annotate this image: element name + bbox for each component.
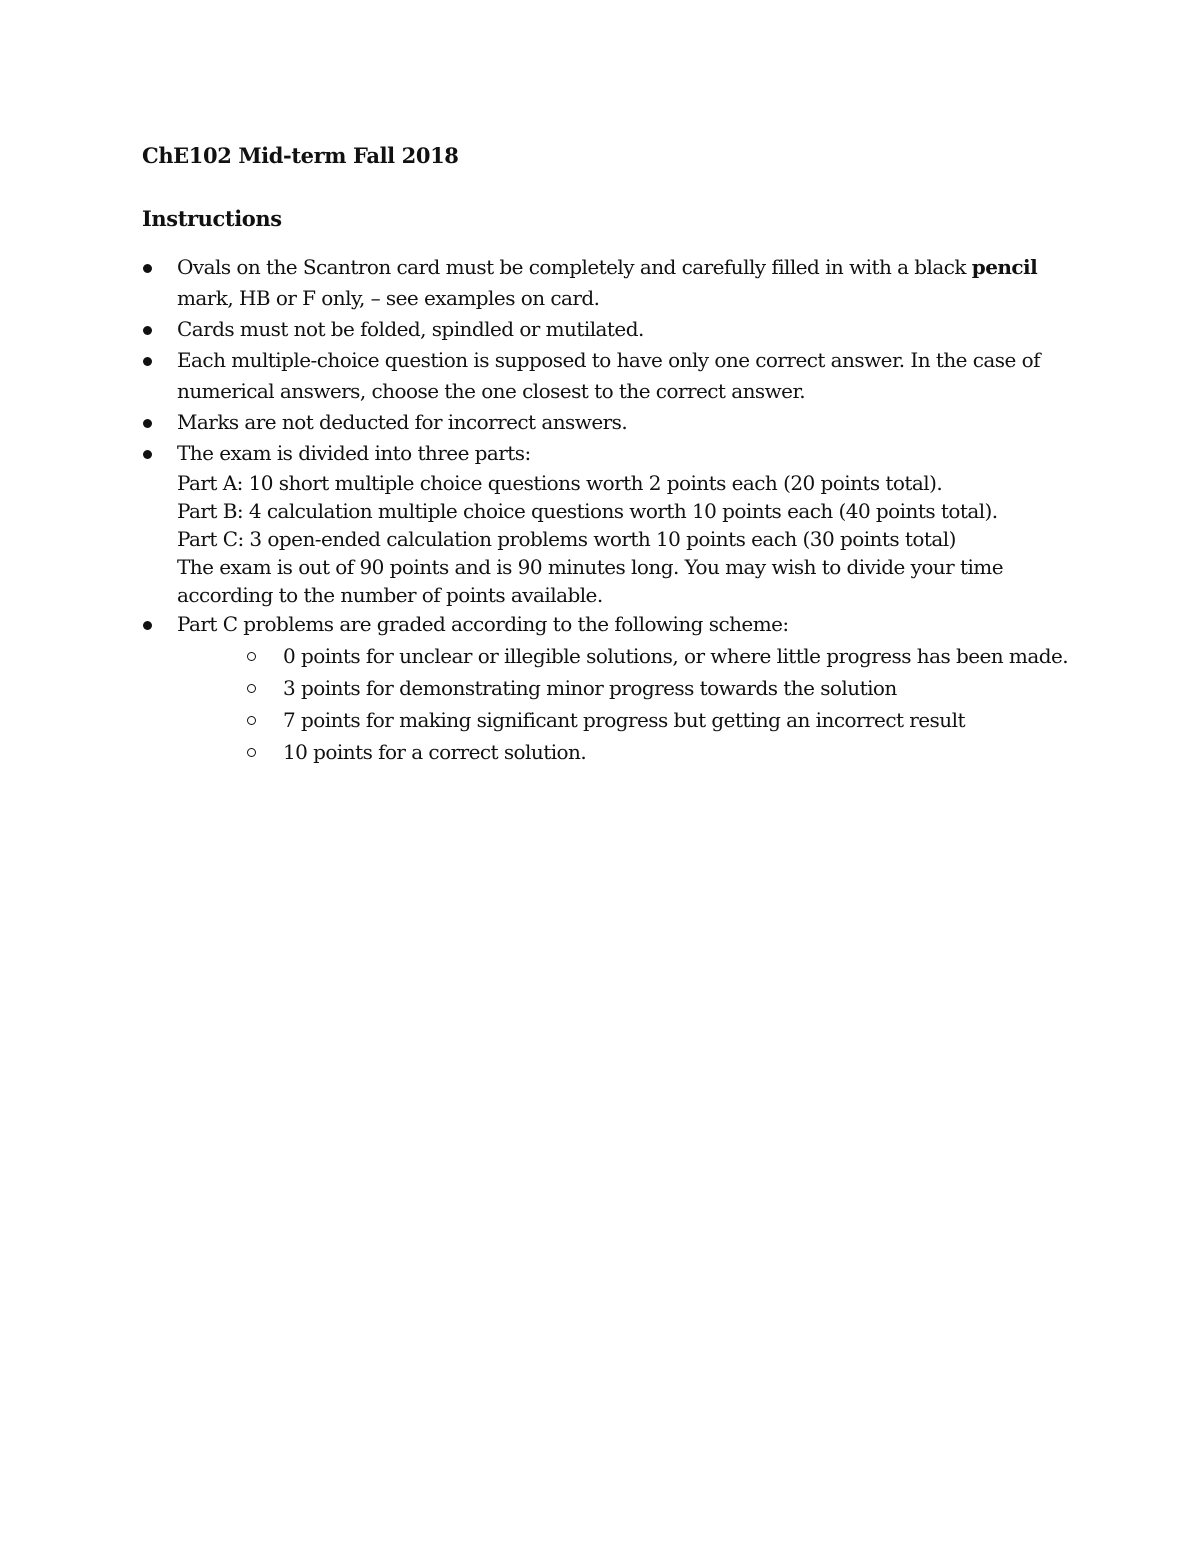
part-b-text: Part B: 4 calculation multiple choice questions worth 10 points each (40 points total). bbox=[177, 499, 998, 523]
hollow-bullet-icon bbox=[247, 748, 256, 757]
hollow-bullet-icon bbox=[247, 684, 256, 693]
instruction-emphasis: pencil bbox=[971, 255, 1038, 279]
instruction-text: Ovals on the Scantron card must be completely and carefully filled in with a black bbox=[177, 255, 972, 279]
scheme-text: 0 points for unclear or illegible solutions, or where little progress has been made. bbox=[283, 644, 1069, 668]
hollow-bullet-icon bbox=[247, 716, 256, 725]
bullet-icon bbox=[143, 357, 152, 366]
bullet-icon bbox=[143, 419, 152, 428]
list-item bbox=[142, 609, 1072, 768]
scheme-text: 10 points for a correct solution. bbox=[283, 740, 587, 764]
scheme-item bbox=[177, 736, 1072, 768]
bullet-icon bbox=[143, 264, 152, 273]
bullet-icon bbox=[143, 450, 152, 459]
hollow-bullet-icon bbox=[247, 652, 256, 661]
list-item bbox=[142, 407, 1072, 438]
instruction-text: The exam is divided into three parts: bbox=[177, 441, 531, 465]
bullet-icon bbox=[143, 621, 152, 630]
grading-scheme-list bbox=[177, 640, 1072, 768]
instruction-text: Part C problems are graded according to the following scheme: bbox=[177, 612, 789, 636]
instruction-text: Cards must not be folded, spindled or mutilated. bbox=[177, 317, 644, 341]
instructions-list bbox=[142, 252, 1072, 768]
scheme-text: 3 points for demonstrating minor progress towards the solution bbox=[283, 676, 897, 700]
instructions-heading: Instructions bbox=[142, 206, 282, 231]
list-item bbox=[142, 314, 1072, 345]
list-item bbox=[142, 252, 1072, 314]
list-item bbox=[142, 438, 1072, 609]
instruction-text: mark, HB or F only, – see examples on card. bbox=[177, 286, 600, 310]
part-a-text: Part A: 10 short multiple choice questions worth 2 points each (20 points total). bbox=[177, 471, 943, 495]
scheme-text: 7 points for making significant progress but getting an incorrect result bbox=[283, 708, 965, 732]
scheme-item bbox=[177, 672, 1072, 704]
bullet-icon bbox=[143, 326, 152, 335]
exam-length-text: The exam is out of 90 points and is 90 minutes long. You may wish to divide your time according to the number of points available. bbox=[177, 555, 1003, 607]
part-c-text: Part C: 3 open-ended calculation problems worth 10 points each (30 points total) bbox=[177, 527, 956, 551]
instruction-text: Each multiple-choice question is supposed to have only one correct answer. In the case of numerical answers, choose the one closest to the correct answer. bbox=[177, 348, 1040, 403]
scheme-item bbox=[177, 704, 1072, 736]
document-title: ChE102 Mid-term Fall 2018 bbox=[142, 143, 459, 168]
instruction-text: Marks are not deducted for incorrect answers. bbox=[177, 410, 628, 434]
list-item bbox=[142, 345, 1072, 407]
scheme-item bbox=[177, 640, 1072, 672]
